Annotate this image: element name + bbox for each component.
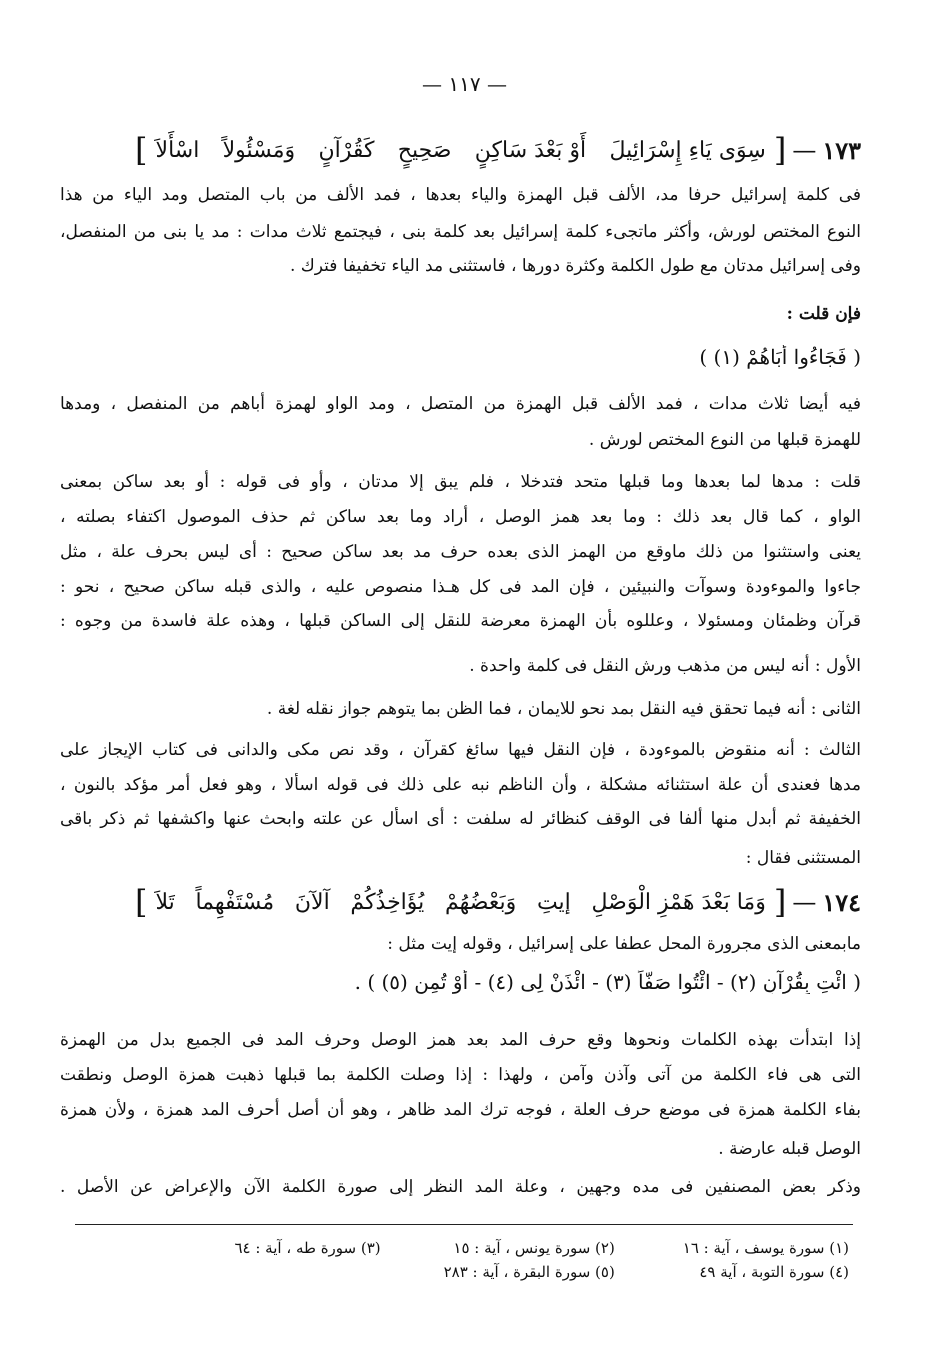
verse-open-bracket: [	[773, 131, 787, 169]
text-line: الثالث : أنه منقوض بالموءودة ، فإن النقل فيها سائغ كقرآن ، وقد نص مكى والدانى فى كتاب الإيجاز على	[60, 740, 861, 760]
verse-word: وَبَعْضُهُمْ	[445, 889, 517, 915]
verse-word: مُسْتَفْهِماً	[195, 889, 275, 915]
verse-close-bracket: ]	[135, 131, 148, 169]
verse-word: صَحِيحٍ	[397, 137, 452, 163]
text-line: التى هى فاء الكلمة من آتى وآذن وآمن ، ولهذا : إذا وصلت الكلمة بما قبلها ذهبت همزة الوصل ونطقت	[60, 1065, 861, 1085]
text-line: بفاء الكلمة همزة فى موضع حرف العلة ، فوجه ترك المد ظاهر ، وهو أن أصل أحرف المد همزة ، ولأن همزة	[60, 1100, 861, 1120]
text-line: يعنى واستثنوا من ذلك ماوقع من الهمز الذى بعده حرف مد بعد ساكن صحيح : أى ليس بحرف علة ، مثل	[60, 542, 861, 562]
text-line: الأول : أنه ليس من مذهب ورش النقل فى كلمة واحدة .	[469, 656, 861, 676]
verse-174-line	[135, 880, 861, 924]
text-line: قلت : مدها لما بعدها وما قبلها متحد فتدخلا ، فلم يبق إلا مدتان ، وأو فى قوله : أو بعد ساكن بمعنى	[60, 472, 861, 492]
text-line: جاءوا والموءودة وسوآت والنبيئين ، فإن المد فى كل هـذا منصوص عليه ، والذى قبله ساكن صحيح ، نحو :	[60, 577, 861, 597]
text-line: المستثنى فقال :	[745, 848, 861, 868]
text-line: فى كلمة إسرائيل حرفا مد، الألف قبل الهمزة والياء بعدها ، فمد الألف من باب المتصل ومد الياء من هذا	[60, 185, 861, 205]
text-line: مابمعنى الذى مجرورة المحل عطفا على إسرائيل ، وقوله إيت مثل :	[387, 934, 861, 954]
footnote: (٤) سورة التوبة ، آية ٤٩	[699, 1263, 849, 1281]
verse-text	[147, 890, 773, 915]
footnote-divider	[75, 1224, 853, 1225]
footnote: (٢) سورة يونس ، آية : ١٥	[453, 1239, 615, 1257]
verse-open-bracket: [	[773, 883, 787, 921]
verse-number: ١٧٣	[822, 135, 861, 165]
footnote-row	[150, 1260, 849, 1284]
text-line: مدها فعندى أن علة استثنائه مشكلة ، وأن الناظم نبه على ذلك فى قوله اسألا ، وهو فعل أمر مؤكد بالنون ،	[60, 775, 861, 795]
text-line: فيه أيضا ثلاث مدات ، فمد الألف قبل الهمزة من المتصل ، ومد الواو لهمزة أباهم من المنفصل ، ومدها	[60, 394, 861, 414]
verse-dash: —	[792, 136, 817, 164]
question-heading: فإن قلت :	[786, 304, 861, 324]
text-line: الثانى : أنه فيما تحقق فيه النقل بمد نحو للايمان ، فما الظن بما يتوهم جواز نقله لغة .	[266, 699, 861, 719]
text-line: النوع المختص لورش، وأكثر ماتجىء كلمة إسرائيل بعد كلمة بنى ، فيجتمع ثلاث مدات : مد يا بنى من المنفصل،	[60, 222, 861, 242]
quran-quote: ( ائْتِ بِقُرْآنٍ (٢) - ائْتُوا صَفّاً (٣) - ائْذَنْ لِى (٤) - أَوْ تُمِن (٥) ) .	[354, 970, 861, 994]
verse-close-bracket: ]	[135, 883, 148, 921]
verse-number: ١٧٤	[822, 887, 861, 917]
verse-word: كَقُرْآنٍ	[318, 137, 375, 163]
text-line: وذكر بعض المصنفين فى مده وجهين ، وعلة المد النظر إلى صورة الكلمة الآن والإعراض عن الأصل .	[60, 1177, 861, 1197]
verse-word: يُؤَاخِذُكُمْ	[350, 889, 425, 915]
footnote-row	[150, 1236, 849, 1260]
text-line: للهمزة قبلها من النوع المختص لورش .	[588, 430, 861, 450]
verse-word: إيتِ	[536, 889, 571, 915]
verse-173-line	[135, 128, 861, 172]
verse-word: سِوَى يَاءِ إِسْرَائِيلَ	[609, 137, 766, 163]
page-number: — ١١٧ —	[422, 72, 507, 96]
verse-word: وَمَا بَعْدَ هَمْزِ الْوَصْلِ	[591, 889, 766, 915]
verse-word: اسْأَلاَ	[155, 137, 200, 163]
text-line: الخفيفة ثم أبدل منها ألفا فى الوقف كنظائر له سلفت : أى اسأل عن علته وابحث عنها واكشفها ثم ذكر باقى	[60, 809, 861, 829]
text-line: وفى إسرائيل مدتان مع طول الكلمة وكثرة دورها ، فاستثنى مد الياء تخفيفا فترك .	[289, 256, 861, 276]
verse-dash: —	[792, 888, 817, 916]
verse-text	[147, 138, 773, 163]
footnote: (٥) سورة البقرة ، آية : ٢٨٣	[443, 1263, 615, 1281]
verse-word: وَمَسْئُولاً	[222, 137, 296, 163]
verse-word: آلآنَ	[294, 889, 330, 915]
verse-word: أَوْ بَعْدَ سَاكِنٍ	[474, 137, 587, 163]
footnote: (١) سورة يوسف ، آية : ١٦	[682, 1239, 849, 1257]
text-line: قرآن وظمئان ومسئولا ، وعللوه بأن الهمزة معرضة للنقل إلى الساكن قبلها ، وهذه علة فاسدة من وجوه :	[60, 611, 861, 631]
text-line: إذا ابتدأت بهذه الكلمات ونحوها وقع حرف المد بعد همز الوصل وحرف المد فى الجميع بدل من الهمزة	[60, 1030, 861, 1050]
text-line: الوصل قبله عارضة .	[718, 1139, 861, 1159]
footnote: (٣) سورة طه ، آية : ٦٤	[234, 1239, 381, 1257]
text-line: الواو ، كما قال بعد ذلك : وما بعد همز الوصل ، أراد وما بعد ساكن ثم حذف الموصول اكتفاء بصلته ،	[60, 507, 861, 527]
verse-word: تَلاَ	[155, 889, 175, 915]
quran-quote: ( فَجَاءُوا أَبَاهُمْ (١) )	[699, 345, 861, 369]
footnotes	[150, 1236, 849, 1284]
